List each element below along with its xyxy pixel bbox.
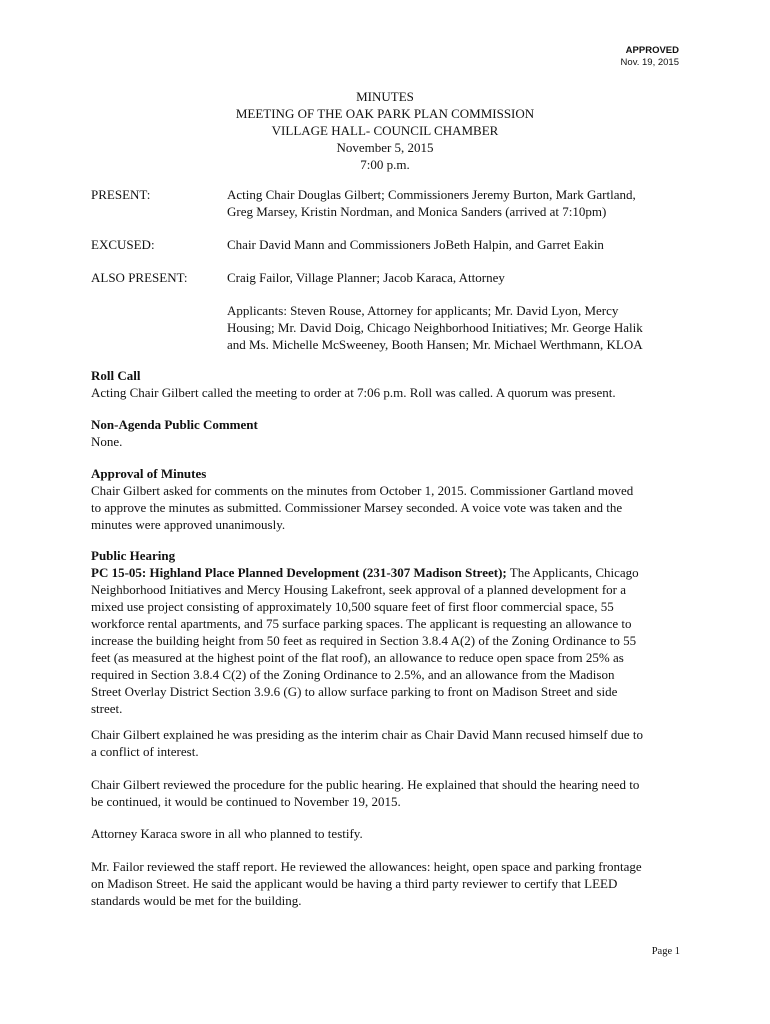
present-line: Acting Chair Douglas Gilbert; Commissioners Jeremy Burton, Mark Gartland, [227,187,636,202]
excused-label: EXCUSED: [91,237,155,252]
header-date: November 5, 2015 [336,140,434,155]
present-text [227,186,687,220]
paragraph-line: be continued, it would be continued to November 19, 2015. [91,794,401,809]
present-label: PRESENT: [91,187,151,202]
public-hearing-heading: Public Hearing [91,548,176,563]
approval-stamp [621,45,679,69]
paragraph-interim-chair [91,726,683,760]
header-meeting: MEETING OF THE OAK PARK PLAN COMMISSION [235,106,535,121]
approval-line: minutes were approved unanimously. [91,517,286,532]
case-title: PC 15-05: Highland Place Planned Development (231-307 Madison Street); [91,565,507,580]
applicants-text [227,302,687,353]
approval-section [91,465,683,533]
case-line: Neighborhood Initiatives and Mercy Housing Lakefront, seek approval of a planned development for a [91,582,626,597]
case-line: required in Section 3.8.4 C(2) of the Zoning Ordinance to 2.5%, and an allowance from the Madison [91,667,615,682]
document-header [0,88,770,173]
public-comment-text: None. [91,434,123,449]
case-line: mixed use project consisting of approximately 10,500 square feet of first floor commercial space, 55 [91,599,614,614]
applicants-line: and Ms. Michelle McSweeney, Booth Hansen; Mr. Michael Werthmann, KLOA [227,337,643,352]
header-minutes: MINUTES [356,89,414,104]
also-present-label: ALSO PRESENT: [91,270,188,285]
approval-line: Chair Gilbert asked for comments on the minutes from October 1, 2015. Commissioner Gartland moved [91,483,634,498]
public-comment-section [91,416,683,450]
public-comment-heading: Non-Agenda Public Comment [91,417,258,432]
case-line: feet (as measured at the highest point of the flat roof), an allowance to reduce open space from 25% as [91,650,624,665]
paragraph-line: Chair Gilbert explained he was presiding as the interim chair as Chair David Mann recused himself due to [91,727,643,742]
paragraph-line: Chair Gilbert reviewed the procedure for the public hearing. He explained that should the hearing need to [91,777,640,792]
paragraph-line: a conflict of interest. [91,744,199,759]
case-line: Street Overlay District Section 3.9.6 (G) to allow surface parking to front on Madison Street and side [91,684,618,699]
approval-heading: Approval of Minutes [91,466,207,481]
paragraph-procedure [91,776,683,810]
case-line: street. [91,701,123,716]
approval-line: to approve the minutes as submitted. Commissioner Marsey seconded. A voice vote was taken and the [91,500,623,515]
paragraph-swearing-in [91,825,683,842]
paragraph-line: standards would be met for the building. [91,893,302,908]
case-first-line [91,564,683,581]
excused-text: Chair David Mann and Commissioners JoBeth Halpin, and Garret Eakin [227,237,604,252]
paragraph-staff-report [91,858,683,909]
approved-label: APPROVED [625,45,679,56]
paragraph-line: on Madison Street. He said the applicant would be having a third party reviewer to certify that LEED [91,876,618,891]
header-time: 7:00 p.m. [360,157,410,172]
roll-call-text: Acting Chair Gilbert called the meeting to order at 7:06 p.m. Roll was called. A quorum was present. [91,385,616,400]
paragraph-line: Attorney Karaca swore in all who planned to testify. [91,826,363,841]
case-line: workforce rental apartments, and 75 surface parking spaces. The applicant is requesting an allowance to [91,616,632,631]
case-line: increase the building height from 50 feet as required in Section 3.8.4 A(2) of the Zoning Ordinance to 55 [91,633,637,648]
applicants-line: Applicants: Steven Rouse, Attorney for applicants; Mr. David Lyon, Mercy [227,303,619,318]
page-number: Page 1 [651,946,680,957]
paragraph-line: Mr. Failor reviewed the staff report. He reviewed the allowances: height, open space and parking frontage [91,859,642,874]
approved-date: Nov. 19, 2015 [620,57,679,68]
present-line: Greg Marsey, Kristin Nordman, and Monica Sanders (arrived at 7:10pm) [227,204,607,219]
roll-call-heading: Roll Call [91,368,141,383]
applicants-line: Housing; Mr. David Doig, Chicago Neighborhood Initiatives; Mr. George Halik [227,320,643,335]
also-present-text: Craig Failor, Village Planner; Jacob Karaca, Attorney [227,270,505,285]
public-hearing-section [91,547,683,717]
case-intro: The Applicants, Chicago [506,565,639,580]
header-location: VILLAGE HALL- COUNCIL CHAMBER [271,123,499,138]
roll-call-section [91,367,683,401]
